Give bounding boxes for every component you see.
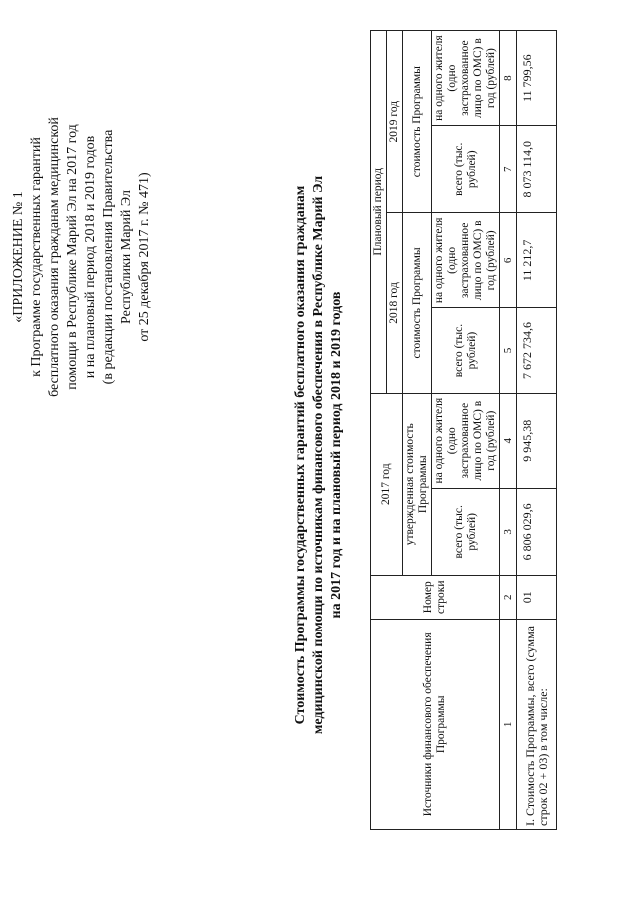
cell-per-person-2018: 11 212,7 (517, 213, 557, 308)
column-number: 8 (500, 31, 517, 126)
header-total-2018: всего (тыс. рублей) (432, 308, 500, 393)
header-cost-2018: стоимость Программы (403, 213, 432, 393)
appendix-header (10, 107, 154, 407)
appendix-line: Республики Марий Эл (119, 190, 134, 324)
appendix-line: к Программе государственных гарантий (29, 137, 44, 377)
column-number: 1 (500, 619, 517, 829)
header-row-years (371, 31, 387, 830)
cell-total-2019: 8 073 114,0 (517, 126, 557, 213)
appendix-line: «ПРИЛОЖЕНИЕ № 1 (11, 191, 26, 323)
appendix-line: бесплатного оказания гражданам медицинской (47, 117, 62, 397)
title-line: на 2017 год и на плановый период 2018 и 2019 годов (329, 291, 344, 619)
header-per-person-2017: на одного жителя (одно застрахованное лицо по ОМС) в год (рублей) (432, 393, 500, 488)
column-number: 3 (500, 488, 517, 575)
appendix-line: (в редакции постановления Правительства (101, 129, 116, 385)
header-2018: 2018 год (387, 213, 403, 393)
column-number-row (500, 31, 517, 830)
header-2017: 2017 год (371, 393, 403, 575)
header-approved-cost: утвержденная стоимость Программы (403, 393, 432, 575)
header-2019: 2019 год (387, 31, 403, 213)
row-number: 01 (517, 575, 557, 619)
header-total-2019: всего (тыс. рублей) (432, 126, 500, 213)
column-number: 7 (500, 126, 517, 213)
cell-per-person-2017: 9 945,38 (517, 393, 557, 488)
column-number: 4 (500, 393, 517, 488)
header-row-number: Номер строки (371, 575, 500, 619)
appendix-line: от 25 декабря 2017 г. № 471) (137, 172, 152, 342)
appendix-line: и на плановый период 2018 и 2019 годов (83, 135, 98, 379)
cell-total-2018: 7 672 734,6 (517, 308, 557, 393)
column-number: 6 (500, 213, 517, 308)
title-line: медицинской помощи по источникам финансового обеспечения в Республике Марий Эл (311, 175, 326, 735)
column-number: 2 (500, 575, 517, 619)
column-number: 5 (500, 308, 517, 393)
header-planned-period: Плановый период (371, 31, 387, 394)
table-row (517, 31, 557, 830)
header-total-2017: всего (тыс. рублей) (432, 488, 500, 575)
header-source: Источники финансового обеспечения Программы (371, 619, 500, 829)
header-per-person-2018: на одного жителя (одно застрахованное лицо по ОМС) в год (рублей) (432, 213, 500, 308)
row-label: I. Стоимость Программы, всего (сумма строк 02 + 03) в том числе: (517, 619, 557, 829)
title-line: Стоимость Программы государственных гарантий бесплатного оказания гражданам (293, 185, 308, 725)
document-title (292, 45, 346, 865)
cell-per-person-2019: 11 799,56 (517, 31, 557, 126)
appendix-line: помощи в Республике Марий Эл на 2017 год (65, 124, 80, 390)
header-per-person-2019: на одного жителя (одно застрахованное лицо по ОМС) в год (рублей) (432, 31, 500, 126)
program-cost-table (370, 30, 557, 830)
header-cost-2019: стоимость Программы (403, 31, 432, 213)
cell-total-2017: 6 806 029,6 (517, 488, 557, 575)
